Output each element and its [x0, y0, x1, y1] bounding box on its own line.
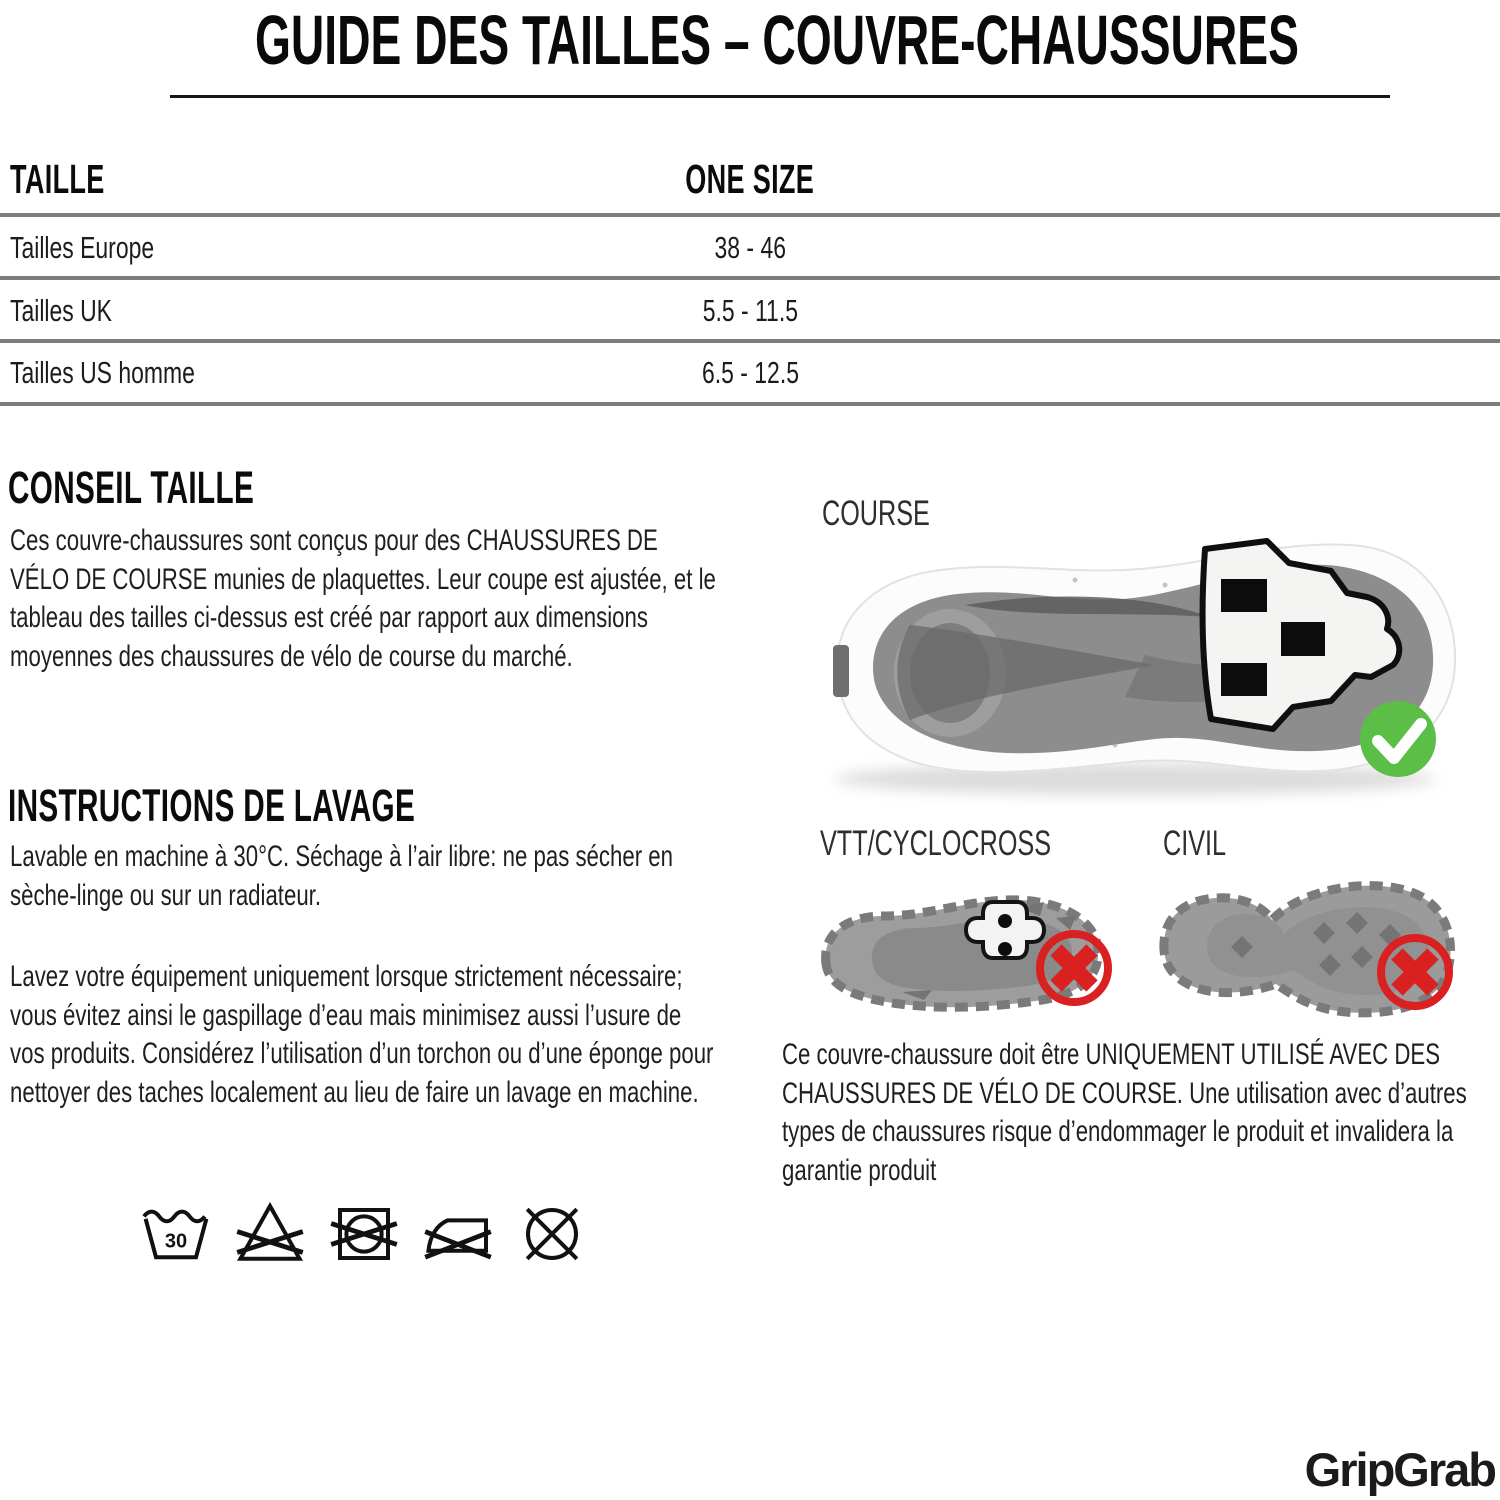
gripgrab-logo: GripGrab: [1304, 1443, 1495, 1496]
mtb-shoe-sole-image: [812, 872, 1112, 1032]
table-row-label-europe: Tailles Europe: [10, 230, 155, 265]
page-title: GUIDE DES TAILLES – COUVRE-CHAUSSURES: [254, 1, 1299, 79]
advice-heading: CONSEIL TAILLE: [8, 462, 255, 513]
table-line: [0, 402, 1500, 406]
title-underline: [170, 95, 1390, 98]
usage-note-paragraph: Ce couvre-chaussure doit être UNIQUEMENT UTILISÉ AVEC DES CHAUSSURES DE VÉLO DE COURSE. Une utilisation avec d’autres types de chaussures risque d’endommager le produit et invalidera la garantie produit: [782, 1038, 1467, 1187]
road-shoe-sole-image: [815, 505, 1470, 805]
care-symbols-row: [140, 1198, 588, 1270]
table-line: [0, 276, 1500, 280]
washing-heading: INSTRUCTIONS DE LAVAGE: [8, 780, 416, 831]
table-header-taille: TAILLE: [10, 156, 105, 202]
advice-paragraph: Ces couvre-chaussures sont conçus pour des CHAUSSURES DE VÉLO DE COURSE munies de plaquettes. Leur coupe est ajustée, et le tableau des tailles ci-dessus est créé par rapport aux dimensions moyennes des chaussures de vélo de course du marché.: [10, 524, 716, 673]
civil-label: CIVIL: [1163, 824, 1227, 863]
wash-30-icon: [140, 1198, 212, 1270]
table-header-one-size: ONE SIZE: [685, 156, 815, 202]
civil-shoe-sole-image: [1152, 862, 1462, 1037]
table-row-label-us: Tailles US homme: [10, 355, 195, 390]
wash-temp-label: 30: [164, 1230, 188, 1253]
course-label: COURSE: [822, 494, 930, 533]
table-row-label-uk: Tailles UK: [10, 293, 112, 328]
no-bleach-icon: [234, 1198, 306, 1270]
table-row-value-cell: [450, 355, 1050, 391]
table-row-value-uk: 5.5 - 11.5: [702, 293, 798, 328]
table-header-one-size-cell: [450, 156, 1050, 203]
washing-paragraph-1: Lavable en machine à 30°C. Séchage à l’air libre: ne pas sécher en sèche-linge ou sur un radiateur.: [10, 840, 673, 912]
no-iron-icon: [422, 1198, 494, 1270]
table-line: [0, 213, 1500, 217]
allowed-check-icon: [1360, 701, 1436, 777]
table-row-value-cell: [450, 230, 1050, 266]
no-dry-clean-icon: [516, 1198, 588, 1270]
table-line: [0, 339, 1500, 343]
heel-tab: [833, 645, 849, 697]
washing-paragraph-2: Lavez votre équipement uniquement lorsque strictement nécessaire; vous évitez ainsi le gaspillage d’eau mais minimisez aussi l’usure de vos produits. Considérez l’utilisation d’un torchon ou d’une éponge pour nettoyer des taches localement au lieu de faire un lavage en machine.: [10, 960, 714, 1109]
vtt-label: VTT/CYCLOCROSS: [820, 824, 1052, 863]
table-row-value-europe: 38 - 46: [714, 230, 786, 265]
table-row-value-cell: [450, 293, 1050, 329]
no-tumble-dry-icon: [328, 1198, 400, 1270]
table-row-value-us: 6.5 - 12.5: [701, 355, 799, 390]
